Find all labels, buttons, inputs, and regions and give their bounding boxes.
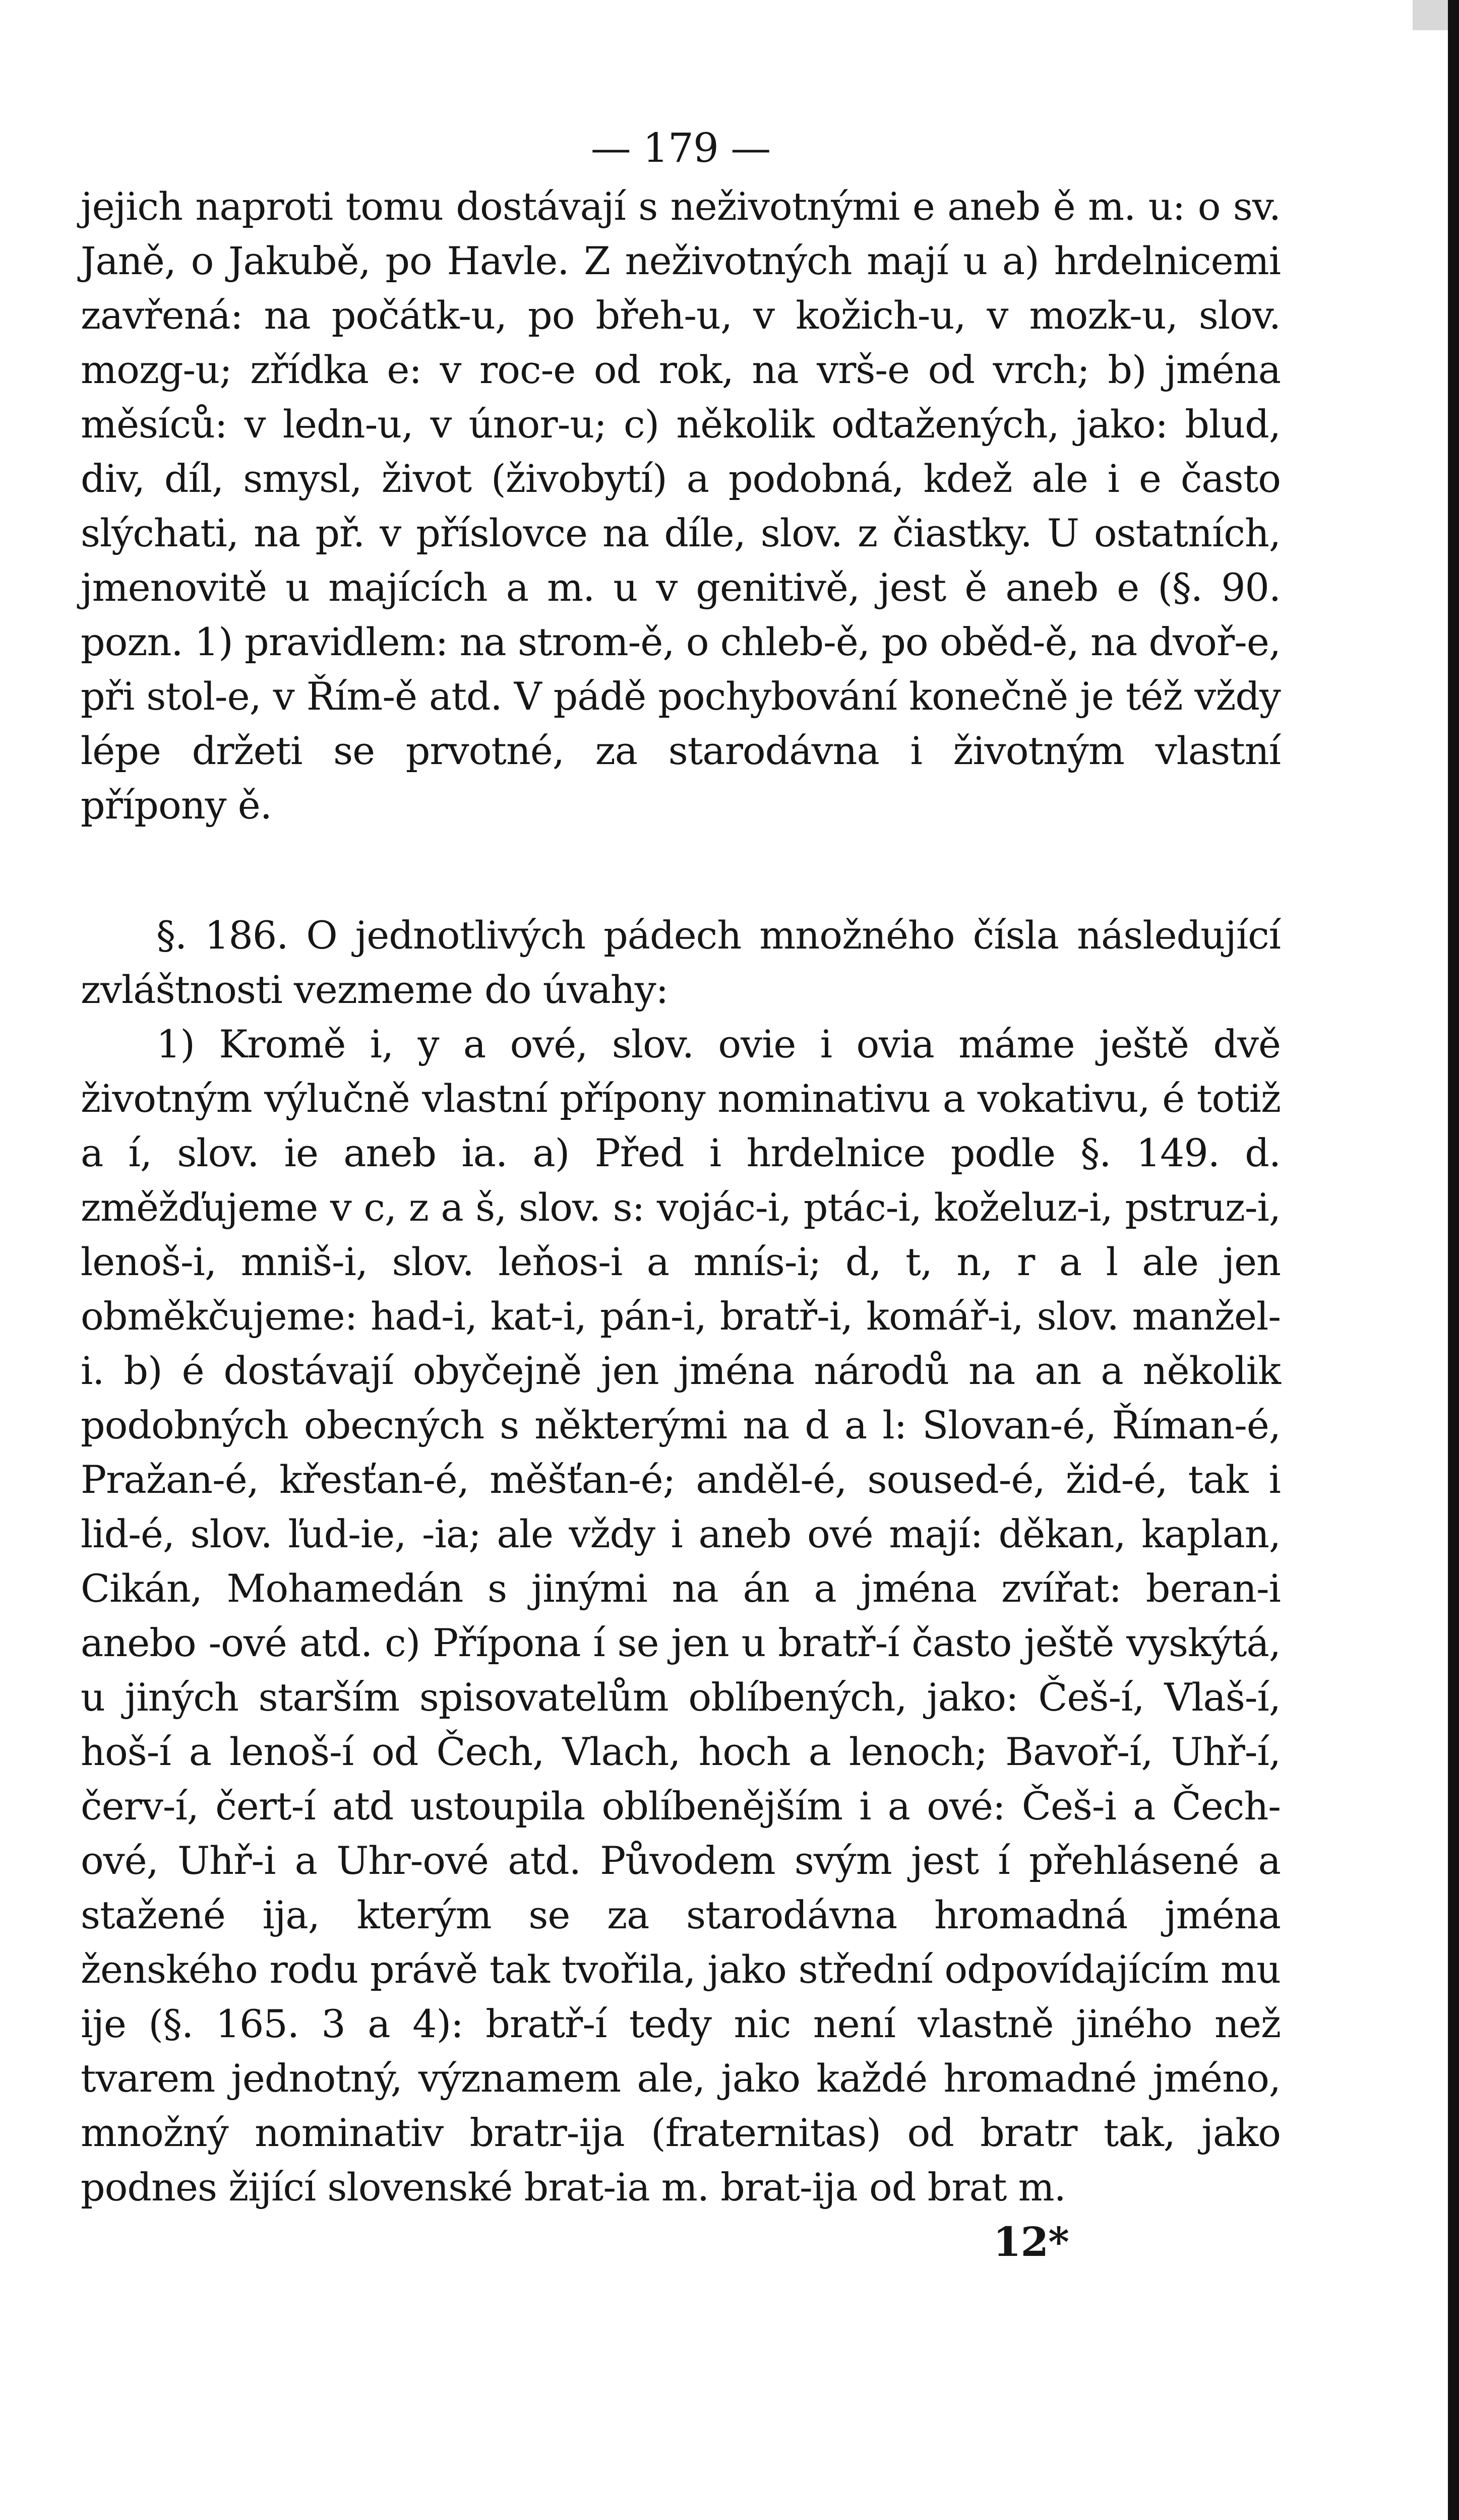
body-text [81,179,1281,2215]
paragraph-point-1: 1) Kromě i, y a ové, slov. ovie i ovia máme ještě dvě životným výlučně vlastní přípony nominativu a vokativu, é totiž a í, slov. ie aneb ia. a) Před i hrdelnice podle §. 149. d. změžďujeme v c, z a š, slov. s: vojác-i, ptác-i, koželuz-i, pstruz-i, lenoš-i, mniš-i, slov. leňos-i a mnís-i; d, t, n, r a l ale jen obměkčujeme: had-i, kat-i, pán-i, bratř-i, komář-i, slov. manžel-i. b) é dostávají obyčejně jen jména národů na an a několik podobných obecných s některými na d a l: Slovan-é, Říman-é, Pražan-é, křesťan-é, měšťan-é; anděl-é, soused-é, žid-é, tak i lid-é, slov. ľud-ie, -ia; ale vždy i aneb ové mají: děkan, kaplan, Cikán, Mohamedán s jinými na án a jména zvířat: beran-i anebo -ové atd. c) Přípona í se jen u bratř-í často ještě vyskýtá, u jiných starším spisovatelům oblíbených, jako: Češ-í, Vlaš-í, hoš-í a lenoš-í od Čech, Vlach, hoch a lenoch; Bavoř-í, Uhř-í, červ-í, čert-í atd ustoupila oblíbenějším i a ové: Češ-i a Čech-ové, Uhř-i a Uhr-ové atd. Původem svým jest í přehlásené a stažené ija, kterým se za starodávna hromadná jména ženského rodu právě tak tvořila, jako střední odpovídajícím mu ije (§. 165. 3 a 4): bratř-í tedy nic není vlastně jiného než tvarem jednotný, významem ale, jako každé hromadné jméno, množný nominativ bratr-ija (fraternitas) od bratr tak, jako podnes žijící slovenské brat-ia m. brat-ija od brat m. [81,1022,1281,2210]
paragraph-continuation: jejich naproti tomu dostávají s neživotnými e aneb ě m. u: o sv. Janě, o Jakubě, po Havle. Z neživotných mají u a) hrdelnicemi zavřená: na počátk-u, po břeh-u, v kožich-u, v mozk-u, slov. mozg-u; zřídka e: v roc-e od rok, na vrš-e od vrch; b) jména měsíců: v ledn-u, v únor-u; c) několik odtažených, jako: blud, div, díl, smysl, život (živobytí) a podobná, kdež ale i e často slýchati, na př. v příslovce na díle, slov. z čiastky. U ostatních, jmenovitě u majících a m. u v genitivě, jest ě aneb e (§. 90. pozn. 1) pravidlem: na strom-ě, o chleb-ě, po oběd-ě, na dvoř-e, při stol-e, v Řím-ě atd. V pádě pochybování konečně je též vždy lépe držeti se prvotné, za starodávna i životným vlastní přípony ě. [81,184,1281,828]
book-page [81,121,1281,2269]
scan-corner-shadow [1413,0,1448,30]
signature-mark: 12* [993,2218,1069,2265]
paragraph-section-186: §. 186. O jednotlivých pádech množného čísla následující zvláštnosti vezmeme do úvahy: [81,913,1281,1012]
scan-edge-shadow [1448,0,1459,2520]
page-number: — 179 — [590,124,771,171]
